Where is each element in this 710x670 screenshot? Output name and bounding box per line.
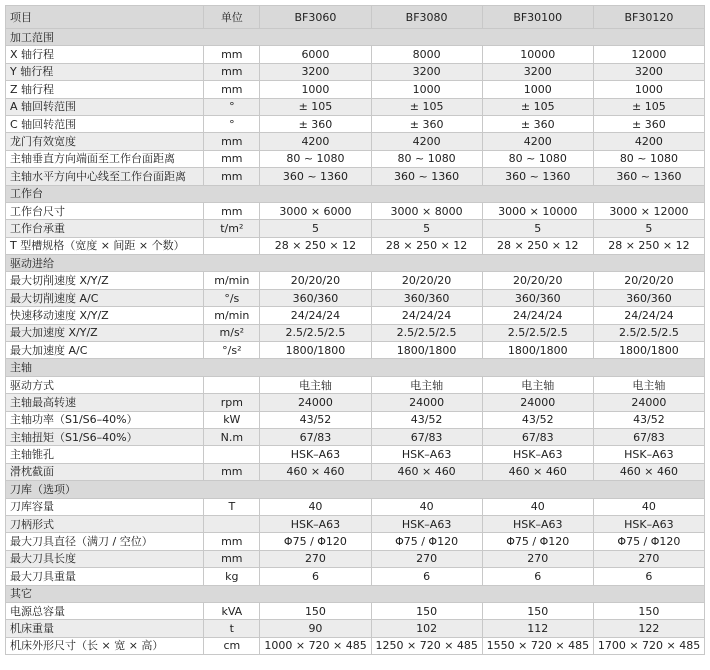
cell-model-4: 2.5/2.5/2.5 [593,324,704,341]
row-label: 主轴水平方向中心线至工作台面距离 [6,168,204,185]
table-header-row [6,6,705,29]
row-label: 主轴锥孔 [6,446,204,463]
cell-model-4: 24000 [593,394,704,411]
cell-model-1: 2.5/2.5/2.5 [260,324,371,341]
table-row [6,463,705,480]
cell-model-2: 20/20/20 [371,272,482,289]
cell-model-1: 电主轴 [260,376,371,393]
cell-model-3: 360 ~ 1360 [482,168,593,185]
cell-model-2: 2.5/2.5/2.5 [371,324,482,341]
cell-model-1: 43/52 [260,411,371,428]
cell-model-2: 5 [371,220,482,237]
cell-model-1: 28 × 250 × 12 [260,237,371,254]
section-row [6,185,705,202]
cell-model-2: 8000 [371,46,482,63]
cell-model-1: 80 ~ 1080 [260,150,371,167]
cell-model-4: 6 [593,568,704,585]
table-row [6,550,705,567]
cell-model-3: 1550 × 720 × 485 [482,637,593,654]
row-unit: mm [204,133,260,150]
row-label: 主轴扭矩（S1/S6–40%） [6,428,204,445]
cell-model-4: HSK–A63 [593,515,704,532]
row-label: 刀柄形式 [6,515,204,532]
cell-model-4: 80 ~ 1080 [593,150,704,167]
cell-model-1: 270 [260,550,371,567]
spec-body [6,29,705,655]
cell-model-1: 20/20/20 [260,272,371,289]
table-row [6,220,705,237]
row-unit: ° [204,98,260,115]
table-row [6,342,705,359]
spec-table [5,5,705,655]
cell-model-4: HSK–A63 [593,446,704,463]
row-unit: N.m [204,428,260,445]
row-unit [204,446,260,463]
section-label: 驱动进给 [6,255,705,272]
row-label: Y 轴行程 [6,63,204,80]
cell-model-4: 150 [593,602,704,619]
cell-model-1: HSK–A63 [260,446,371,463]
cell-model-1: 460 × 460 [260,463,371,480]
cell-model-2: 80 ~ 1080 [371,150,482,167]
cell-model-4: ± 105 [593,98,704,115]
table-row [6,46,705,63]
cell-model-1: Φ75 / Φ120 [260,533,371,550]
cell-model-2: ± 105 [371,98,482,115]
cell-model-2: 360 ~ 1360 [371,168,482,185]
row-label: 快速移动速度 X/Y/Z [6,307,204,324]
row-label: 机床外形尺寸（长 × 宽 × 高） [6,637,204,654]
cell-model-3: 1800/1800 [482,342,593,359]
table-row [6,202,705,219]
row-label: 最大切削速度 X/Y/Z [6,272,204,289]
cell-model-3: 10000 [482,46,593,63]
cell-model-3: 43/52 [482,411,593,428]
cell-model-3: ± 105 [482,98,593,115]
table-row [6,237,705,254]
cell-model-3: 24/24/24 [482,307,593,324]
cell-model-2: 43/52 [371,411,482,428]
cell-model-4: 1000 [593,81,704,98]
cell-model-3: 3000 × 10000 [482,202,593,219]
row-unit: °/s [204,289,260,306]
cell-model-1: 360 ~ 1360 [260,168,371,185]
cell-model-1: 90 [260,620,371,637]
row-unit: t [204,620,260,637]
cell-model-3: 3200 [482,63,593,80]
cell-model-1: 3000 × 6000 [260,202,371,219]
table-row [6,150,705,167]
table-row [6,324,705,341]
cell-model-3: 2.5/2.5/2.5 [482,324,593,341]
cell-model-2: HSK–A63 [371,446,482,463]
table-row [6,289,705,306]
header-model-3: BF30100 [482,6,593,29]
cell-model-4: 4200 [593,133,704,150]
cell-model-2: 4200 [371,133,482,150]
row-label: 最大刀具重量 [6,568,204,585]
cell-model-1: ± 360 [260,115,371,132]
cell-model-3: 28 × 250 × 12 [482,237,593,254]
cell-model-2: 3000 × 8000 [371,202,482,219]
row-label: X 轴行程 [6,46,204,63]
header-item: 项目 [6,6,204,29]
cell-model-3: Φ75 / Φ120 [482,533,593,550]
cell-model-1: 5 [260,220,371,237]
cell-model-1: 24000 [260,394,371,411]
table-row [6,98,705,115]
cell-model-2: 24/24/24 [371,307,482,324]
cell-model-2: 1250 × 720 × 485 [371,637,482,654]
cell-model-3: ± 360 [482,115,593,132]
row-unit: kg [204,568,260,585]
cell-model-4: 24/24/24 [593,307,704,324]
cell-model-2: 电主轴 [371,376,482,393]
cell-model-1: 4200 [260,133,371,150]
row-label: Z 轴行程 [6,81,204,98]
table-row [6,81,705,98]
cell-model-4: 3200 [593,63,704,80]
cell-model-3: 460 × 460 [482,463,593,480]
row-label: 最大刀具长度 [6,550,204,567]
cell-model-3: 20/20/20 [482,272,593,289]
cell-model-1: 40 [260,498,371,515]
section-row [6,585,705,602]
table-row [6,602,705,619]
row-unit: mm [204,81,260,98]
row-unit: mm [204,63,260,80]
table-row [6,498,705,515]
cell-model-2: 67/83 [371,428,482,445]
cell-model-4: 20/20/20 [593,272,704,289]
cell-model-3: 4200 [482,133,593,150]
cell-model-4: 1700 × 720 × 485 [593,637,704,654]
table-row [6,620,705,637]
cell-model-2: 28 × 250 × 12 [371,237,482,254]
row-label: 最大加速度 A/C [6,342,204,359]
table-row [6,115,705,132]
row-label: A 轴回转范围 [6,98,204,115]
row-unit: kW [204,411,260,428]
table-row [6,411,705,428]
table-row [6,428,705,445]
row-label: 刀库容量 [6,498,204,515]
cell-model-1: 360/360 [260,289,371,306]
section-label: 工作台 [6,185,705,202]
row-unit: kVA [204,602,260,619]
row-label: T 型槽规格（宽度 × 间距 × 个数） [6,237,204,254]
section-row [6,359,705,376]
row-label: 工作台尺寸 [6,202,204,219]
cell-model-2: 6 [371,568,482,585]
table-row [6,63,705,80]
row-label: 主轴最高转速 [6,394,204,411]
cell-model-4: 360 ~ 1360 [593,168,704,185]
section-row [6,255,705,272]
cell-model-2: 1000 [371,81,482,98]
cell-model-3: 67/83 [482,428,593,445]
cell-model-2: 360/360 [371,289,482,306]
row-unit: m/min [204,307,260,324]
cell-model-2: 24000 [371,394,482,411]
cell-model-1: 1800/1800 [260,342,371,359]
cell-model-3: 270 [482,550,593,567]
cell-model-1: 24/24/24 [260,307,371,324]
section-label: 其它 [6,585,705,602]
table-row [6,394,705,411]
cell-model-3: 6 [482,568,593,585]
cell-model-2: 460 × 460 [371,463,482,480]
cell-model-3: 24000 [482,394,593,411]
row-unit [204,376,260,393]
cell-model-3: HSK–A63 [482,446,593,463]
row-unit: m/s² [204,324,260,341]
row-unit: mm [204,202,260,219]
header-model-2: BF3080 [371,6,482,29]
row-unit: cm [204,637,260,654]
row-label: 最大加速度 X/Y/Z [6,324,204,341]
header-model-1: BF3060 [260,6,371,29]
cell-model-4: ± 360 [593,115,704,132]
section-label: 加工范围 [6,29,705,46]
cell-model-3: 1000 [482,81,593,98]
row-label: 滑枕截面 [6,463,204,480]
cell-model-4: Φ75 / Φ120 [593,533,704,550]
cell-model-4: 40 [593,498,704,515]
cell-model-3: 40 [482,498,593,515]
row-label: 电源总容量 [6,602,204,619]
section-row [6,29,705,46]
row-unit: mm [204,463,260,480]
row-label: C 轴回转范围 [6,115,204,132]
section-row [6,481,705,498]
cell-model-2: 1800/1800 [371,342,482,359]
cell-model-4: 3000 × 12000 [593,202,704,219]
cell-model-1: 1000 [260,81,371,98]
table-row [6,133,705,150]
cell-model-2: 40 [371,498,482,515]
row-label: 最大切削速度 A/C [6,289,204,306]
cell-model-2: Φ75 / Φ120 [371,533,482,550]
cell-model-1: 1000 × 720 × 485 [260,637,371,654]
row-unit: mm [204,150,260,167]
row-label: 主轴功率（S1/S6–40%） [6,411,204,428]
header-model-4: BF30120 [593,6,704,29]
row-unit: mm [204,533,260,550]
row-unit: mm [204,550,260,567]
cell-model-2: 270 [371,550,482,567]
cell-model-3: 5 [482,220,593,237]
row-unit: t/m² [204,220,260,237]
table-row [6,568,705,585]
row-unit: T [204,498,260,515]
cell-model-3: 电主轴 [482,376,593,393]
cell-model-3: HSK–A63 [482,515,593,532]
table-row [6,272,705,289]
row-unit [204,237,260,254]
cell-model-1: 150 [260,602,371,619]
cell-model-2: 150 [371,602,482,619]
row-unit [204,515,260,532]
row-unit: °/s² [204,342,260,359]
cell-model-4: 1800/1800 [593,342,704,359]
cell-model-1: 67/83 [260,428,371,445]
cell-model-4: 270 [593,550,704,567]
row-label: 工作台承重 [6,220,204,237]
row-label: 机床重量 [6,620,204,637]
cell-model-1: ± 105 [260,98,371,115]
row-unit: ° [204,115,260,132]
cell-model-1: HSK–A63 [260,515,371,532]
cell-model-3: 360/360 [482,289,593,306]
cell-model-2: ± 360 [371,115,482,132]
row-unit: mm [204,46,260,63]
table-row [6,637,705,654]
cell-model-4: 5 [593,220,704,237]
cell-model-4: 67/83 [593,428,704,445]
section-label: 刀库（选项） [6,481,705,498]
cell-model-3: 80 ~ 1080 [482,150,593,167]
table-row [6,307,705,324]
table-row [6,533,705,550]
row-label: 驱动方式 [6,376,204,393]
table-row [6,515,705,532]
cell-model-2: 3200 [371,63,482,80]
row-label: 龙门有效宽度 [6,133,204,150]
cell-model-4: 360/360 [593,289,704,306]
table-row [6,446,705,463]
cell-model-3: 112 [482,620,593,637]
cell-model-4: 12000 [593,46,704,63]
header-unit: 单位 [204,6,260,29]
cell-model-4: 122 [593,620,704,637]
cell-model-3: 150 [482,602,593,619]
cell-model-4: 43/52 [593,411,704,428]
table-row [6,376,705,393]
row-label: 主轴垂直方向端面至工作台面距离 [6,150,204,167]
cell-model-4: 电主轴 [593,376,704,393]
cell-model-4: 460 × 460 [593,463,704,480]
cell-model-1: 6000 [260,46,371,63]
table-row [6,168,705,185]
row-unit: m/min [204,272,260,289]
cell-model-4: 28 × 250 × 12 [593,237,704,254]
row-unit: mm [204,168,260,185]
row-label: 最大刀具直径（满刀 / 空位） [6,533,204,550]
cell-model-2: HSK–A63 [371,515,482,532]
cell-model-1: 6 [260,568,371,585]
cell-model-1: 3200 [260,63,371,80]
row-unit: rpm [204,394,260,411]
cell-model-2: 102 [371,620,482,637]
section-label: 主轴 [6,359,705,376]
